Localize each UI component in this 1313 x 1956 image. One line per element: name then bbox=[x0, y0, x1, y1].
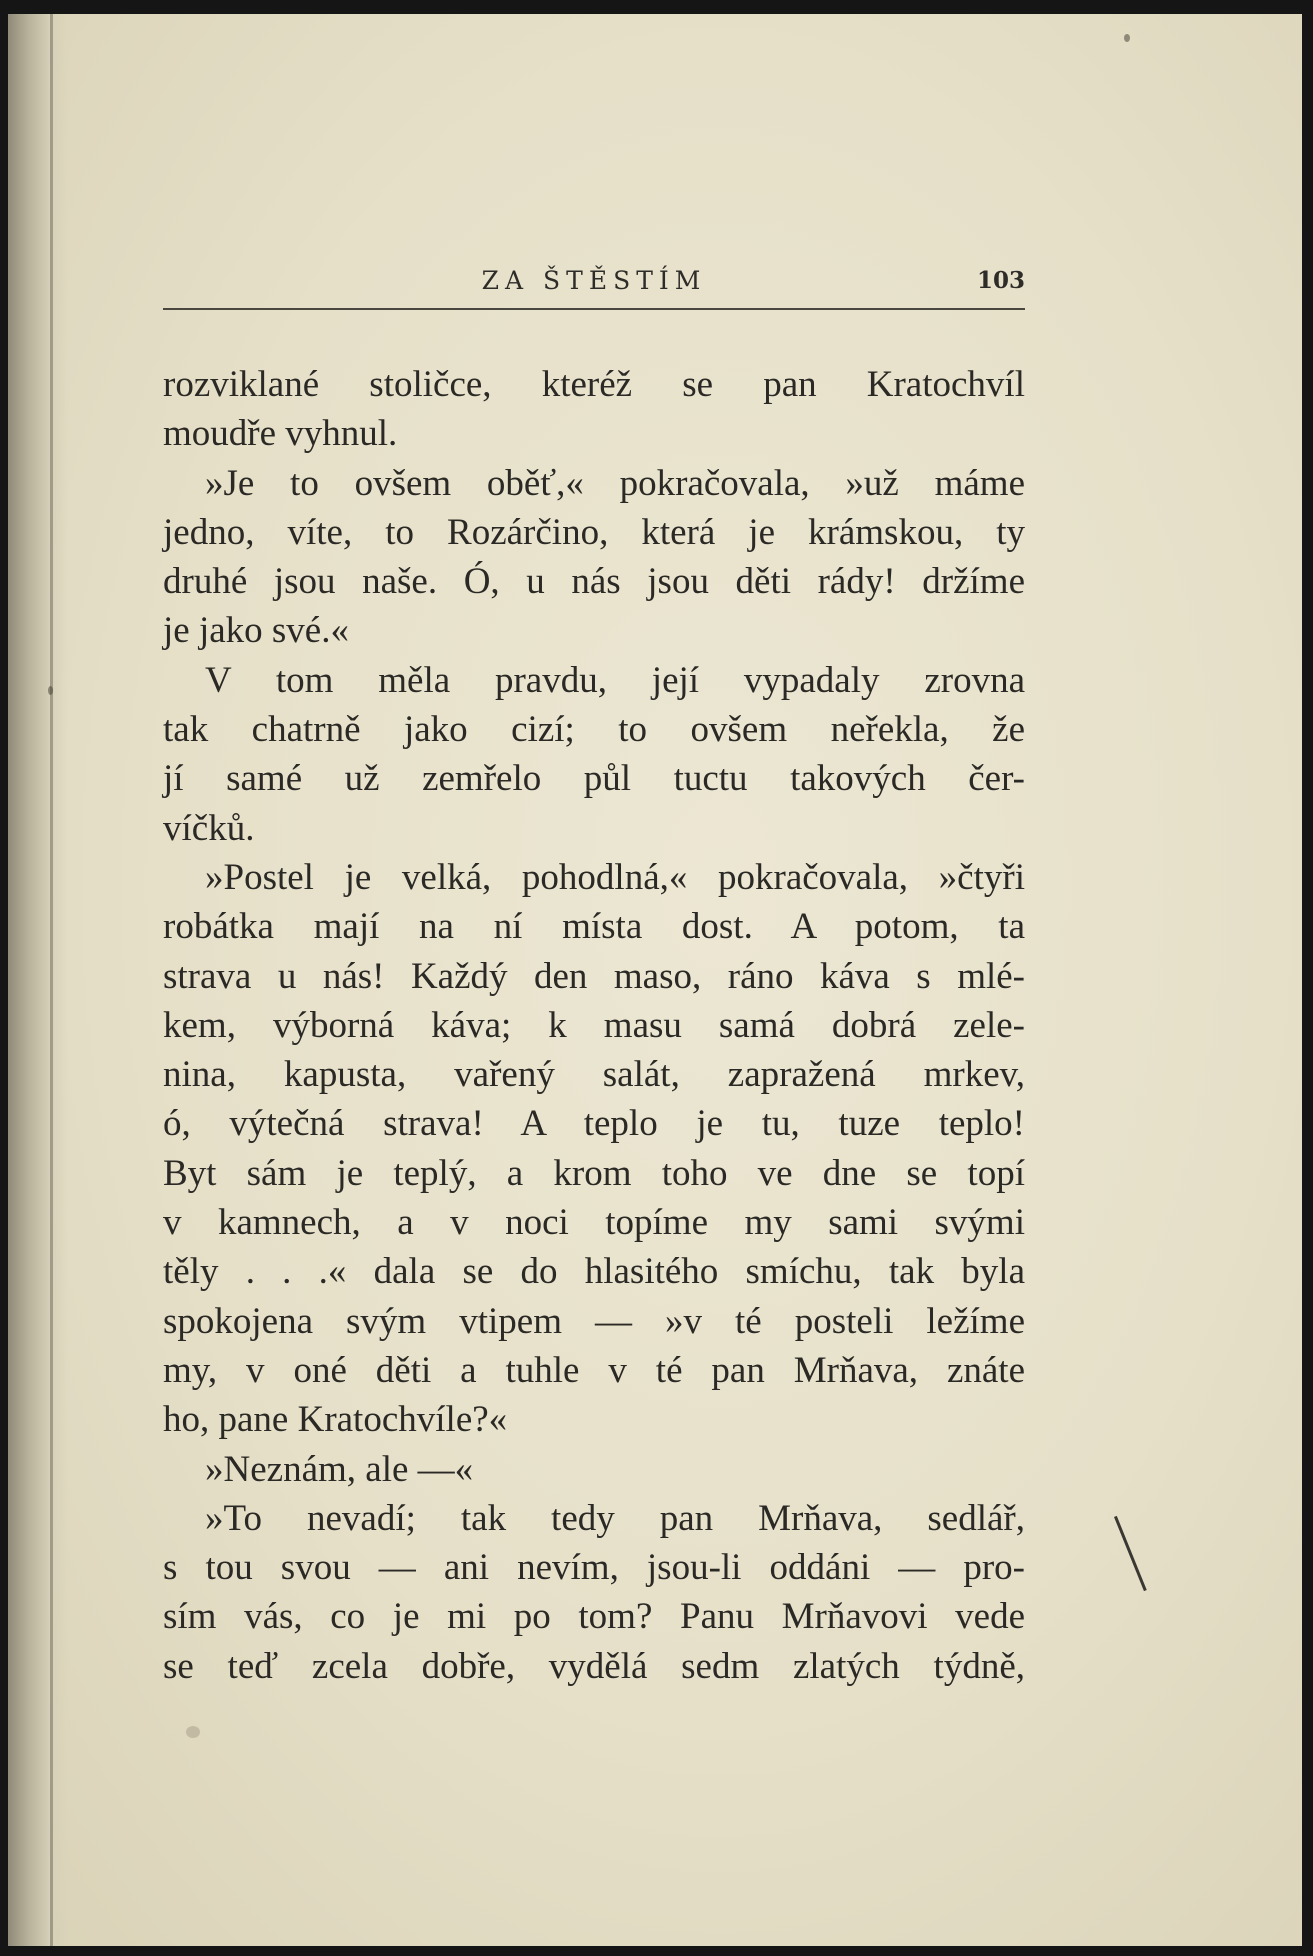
text-line: v kamnech, a v noci topíme my sami svými bbox=[163, 1202, 1025, 1244]
text-line: ho, pane Kratochvíle?« bbox=[163, 1399, 508, 1441]
text-line: jí samé už zemřelo půl tuctu takových čer- bbox=[163, 758, 1025, 800]
text-line: se teď zcela dobře, vydělá sedm zlatých týdně, bbox=[163, 1645, 1025, 1687]
text-line: kem, výborná káva; k masu samá dobrá zele- bbox=[163, 1004, 1025, 1046]
gutter-fold bbox=[50, 14, 53, 1946]
page-number: 103 bbox=[976, 267, 1025, 294]
text-line: sím vás, co je mi po tom? Panu Mrňavovi vede bbox=[163, 1596, 1025, 1638]
text-line: »To nevadí; tak tedy pan Mrňava, sedlář, bbox=[205, 1497, 1025, 1539]
paper-speck bbox=[48, 686, 53, 695]
text-line: jedno, víte, to Rozárčino, která je krámskou, ty bbox=[163, 511, 1025, 553]
text-line: rozviklané stoličce, kteréž se pan Kratochvíl bbox=[163, 364, 1025, 405]
chapter-title: ZA ŠTĚSTÍM bbox=[481, 266, 707, 295]
text-line: víčků. bbox=[163, 807, 255, 849]
running-header bbox=[163, 262, 1025, 310]
text-line: těly . . .« dala se do hlasitého smíchu, tak byla bbox=[163, 1251, 1025, 1293]
body-text bbox=[163, 360, 1025, 1691]
text-line: tak chatrně jako cizí; to ovšem neřekla, že bbox=[163, 709, 1025, 751]
paper-stain bbox=[186, 1726, 200, 1738]
text-line: spokojena svým vtipem — »v té posteli ležíme bbox=[163, 1300, 1025, 1342]
text-line: moudře vyhnul. bbox=[163, 413, 398, 455]
text-line: robátka mají na ní místa dost. A potom, ta bbox=[163, 906, 1025, 948]
paper-speck bbox=[1124, 34, 1130, 42]
text-line: Byt sám je teplý, a krom toho ve dne se topí bbox=[163, 1152, 1025, 1194]
text-line: nina, kapusta, vařený salát, zapražená mrkev, bbox=[163, 1054, 1025, 1096]
text-line: je jako své.« bbox=[163, 610, 349, 652]
text-line: ó, výtečná strava! A teplo je tu, tuze teplo! bbox=[163, 1103, 1025, 1145]
book-gutter bbox=[8, 14, 68, 1946]
text-line: strava u nás! Každý den maso, ráno káva s mlé- bbox=[163, 955, 1025, 997]
text-line: druhé jsou naše. Ó, u nás jsou děti rády! držíme bbox=[163, 561, 1025, 603]
text-line: »Postel je velká, pohodlná,« pokračovala, »čtyři bbox=[205, 856, 1025, 898]
text-line: »Neznám, ale —« bbox=[205, 1448, 474, 1490]
text-line: s tou svou — ani nevím, jsou-li oddáni — pro- bbox=[163, 1547, 1025, 1589]
text-line: »Je to ovšem oběť,« pokračovala, »už máme bbox=[205, 462, 1025, 504]
text-line: V tom měla pravdu, její vypadaly zrovna bbox=[205, 659, 1025, 701]
text-line: my, v oné děti a tuhle v té pan Mrňava, znáte bbox=[163, 1349, 1025, 1391]
